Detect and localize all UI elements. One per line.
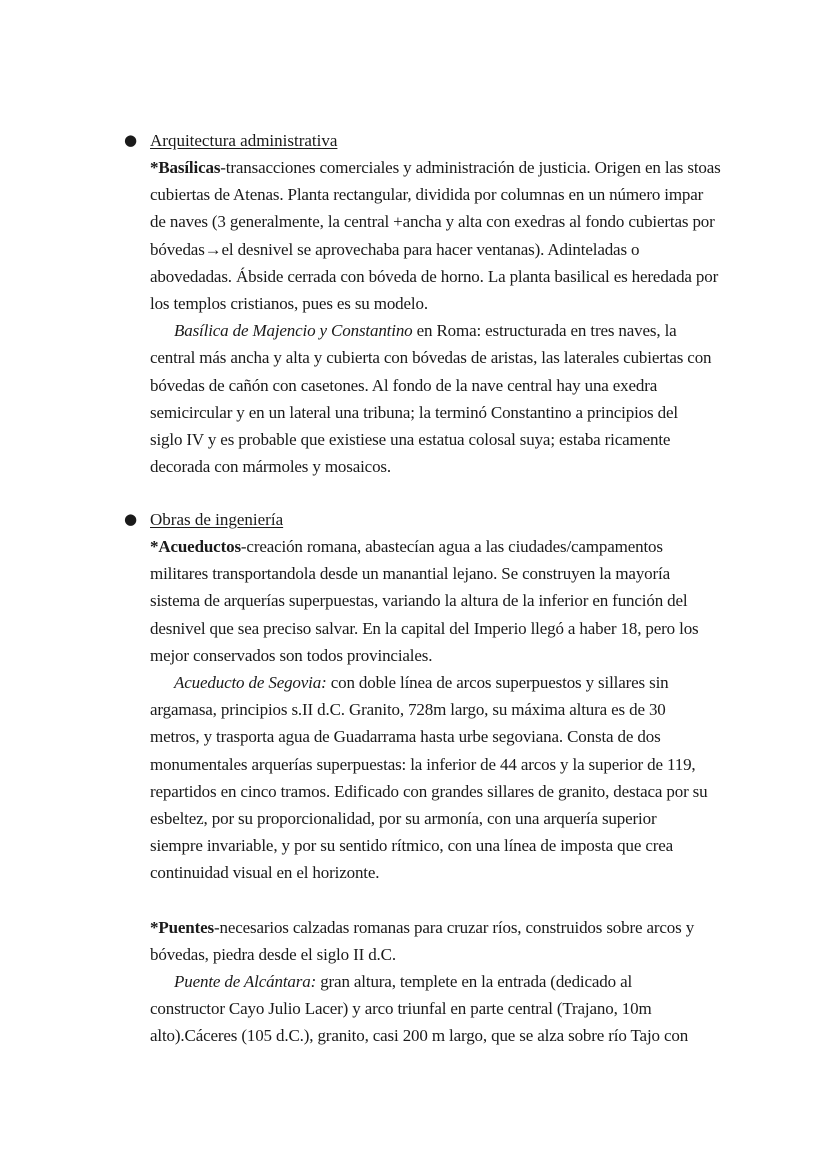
text-line: Acueducto de Segovia: con doble línea de arcos superpuestos y sillares sin	[174, 673, 669, 693]
term-puentes: *Puentes	[150, 917, 214, 937]
text-line: monumentales arquerías superpuestas: la inferior de 44 arcos y la superior de 119,	[150, 754, 696, 774]
example-puente-alcantara: Puente de Alcántara:	[174, 972, 317, 992]
text-line: de naves (3 generalmente, la central +ancha y alta con exedras al fondo cubiertas por	[150, 212, 715, 232]
text-line: Puente de Alcántara: gran altura, templete en la entrada (dedicado al	[174, 972, 633, 992]
paragraph-basilica-majencio	[150, 317, 740, 480]
text-line: cubiertas de Atenas. Planta rectangular, dividida por columnas en un número impar	[150, 185, 704, 205]
section-heading: Arquitectura administrativa	[150, 131, 338, 150]
paragraph-acueducto-segovia	[150, 669, 740, 887]
text-line: continuidad visual en el horizonte.	[150, 863, 380, 883]
text-line: argamasa, principios s.II d.C. Granito, 728m largo, su máxima altura es de 30	[150, 700, 666, 720]
example-acueducto-segovia: Acueducto de Segovia:	[174, 673, 327, 693]
text-line: mejor conservados son todos provinciales.	[150, 645, 433, 665]
text-line: bóvedas→el desnivel se aprovechaba para hacer ventanas). Adinteladas o	[150, 239, 640, 259]
term-basilicas: *Basílicas	[150, 158, 221, 177]
text-line: decorada con mármoles y mosaicos.	[150, 457, 391, 477]
example-basilica-majencio: Basílica de Majencio y Constantino	[174, 321, 413, 341]
text-line: militares transportandola desde un manantial lejano. Se construyen la mayoría	[150, 564, 671, 584]
term-acueductos: *Acueductos	[150, 537, 241, 556]
text-line: los templos cristianos, pues es su modelo.	[150, 294, 428, 314]
text-line: abovedadas. Ábside cerrada con bóveda de horno. La planta basilical es heredada por	[150, 266, 719, 286]
section-heading: Obras de ingeniería	[150, 510, 284, 529]
bullet-point: ●	[124, 131, 138, 149]
text-line: alto).Cáceres (105 d.C.), granito, casi 200 m largo, que se alza sobre río Tajo con	[150, 1026, 689, 1046]
text-line: sistema de arquerías superpuestas, variando la altura de la inferior en función del	[150, 591, 688, 611]
section-arquitectura-administrativa	[124, 127, 740, 480]
text-line: esbeltez, por su proporcionalidad, por su armonía, con una arquería superior	[150, 809, 657, 829]
text-line: *Basílicas-transacciones comerciales y administración de justicia. Origen en las stoas	[150, 158, 721, 177]
text-line: bóvedas de cañón con casetones. Al fondo de la nave central hay una exedra	[150, 375, 658, 395]
paragraph-acueductos	[150, 533, 740, 669]
paragraph-basilicas	[150, 154, 740, 317]
paragraph-puentes	[150, 914, 740, 968]
text-line: desnivel que sea preciso salvar. En la capital del Imperio llegó a haber 18, pero los	[150, 618, 699, 638]
text-line: metros, y trasporta agua de Guadarrama hasta urbe segoviana. Consta de dos	[150, 727, 661, 747]
text-line: central más ancha y alta y cubierta con bóvedas de aristas, las laterales cubiertas con	[150, 348, 712, 368]
text-line: siglo IV y es probable que existiese una estatua colosal suya; estaba ricamente	[150, 430, 671, 450]
text-line: *Puentes-necesarios calzadas romanas para cruzar ríos, construidos sobre arcos y	[150, 917, 695, 937]
text-line: constructor Cayo Julio Lacer) y arco triunfal en parte central (Trajano, 10m	[150, 999, 652, 1019]
text-line: *Acueductos-creación romana, abastecían agua a las ciudades/campamentos	[150, 537, 663, 556]
text-line: Basílica de Majencio y Constantino en Roma: estructurada en tres naves, la	[174, 321, 677, 341]
text-line: repartidos en cinco tramos. Edificado con grandes sillares de granito, destaca por su	[150, 781, 708, 801]
section-obras-de-ingenieria	[124, 506, 740, 1050]
text-line: semicircular y en un lateral una tribuna; la terminó Constantino a principios del	[150, 402, 678, 422]
text-line: siempre invariable, y por su sentido rítmico, con una línea de imposta que crea	[150, 836, 674, 856]
bullet-point: ●	[124, 510, 138, 528]
paragraph-puente-alcantara	[150, 968, 740, 1050]
text-line: bóvedas, piedra desde el siglo II d.C.	[150, 944, 396, 964]
